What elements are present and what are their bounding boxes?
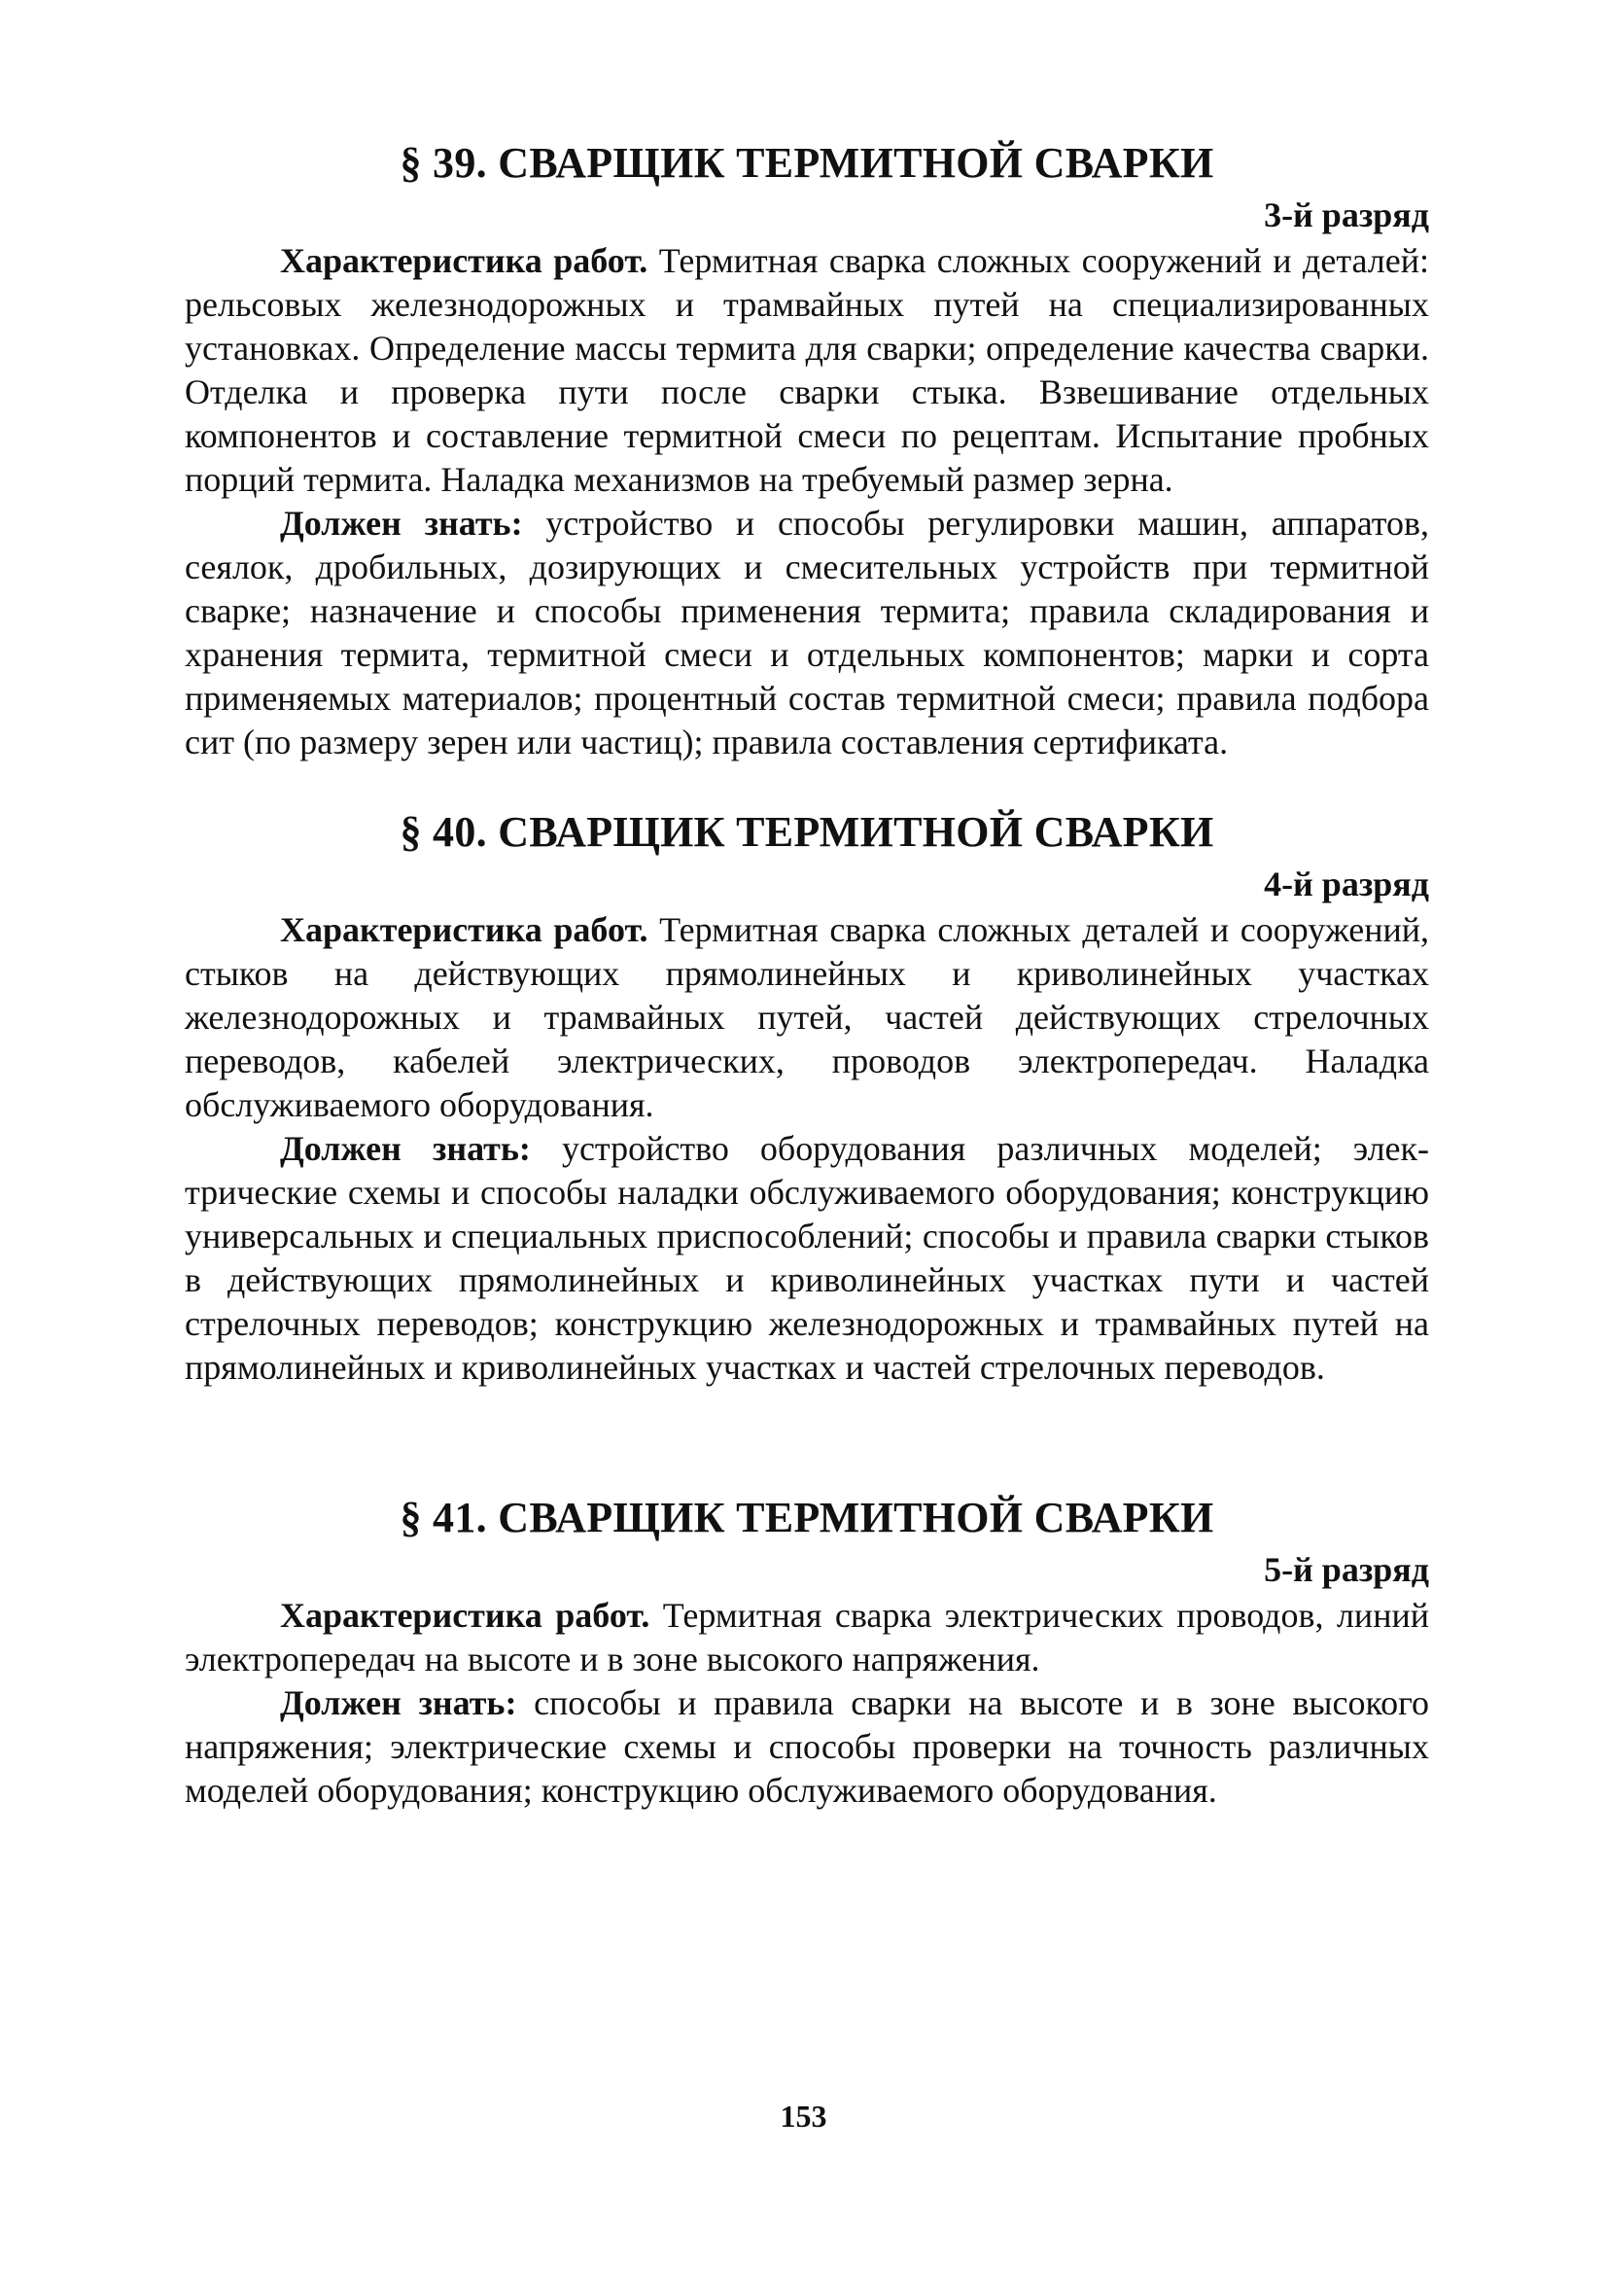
section-title: § 40. СВАРЩИК ТЕРМИТНОЙ СВАРКИ	[400, 808, 1214, 856]
required-knowledge-text: устройство и способы регулировки машин, аппаратов, сеялок, дробильных, дозирующих и смесительных устройств при термитной сварке; назначение и способы применения термита; правила складирования и хранения термита, термитной смеси и отдельных компонентов; марки и сорта применяемых материалов; процентный состав термитной смеси; правила подбора сит (по размеру зерен или частиц); правила составления сертификата.	[185, 504, 1430, 761]
page-number: 153	[780, 2099, 827, 2134]
grade-label: 5-й разряд	[1264, 1550, 1429, 1589]
work-characteristics-text: Термитная сварка сложных деталей и сооружений, стыков на действующих прямолинейных и криволинейных участках железнодорожных и трамвайных путей, частей действующих стрелочных переводов, кабелей электрических, проводов электропередач. Наладка обслуживаемого оборудования.	[185, 910, 1429, 1124]
required-knowledge-lead: Должен знать:	[280, 1683, 517, 1722]
work-characteristics-paragraph	[185, 1594, 1429, 1681]
section-41	[185, 1491, 1429, 1813]
required-knowledge-paragraph	[185, 1127, 1429, 1390]
grade-label: 4-й разряд	[1264, 865, 1429, 903]
work-characteristics-paragraph	[185, 239, 1429, 502]
work-characteristics-lead: Характеристика работ.	[280, 1596, 650, 1635]
required-knowledge-lead: Должен знать:	[280, 1129, 531, 1168]
section-title: § 39. СВАРЩИК ТЕРМИТНОЙ СВАРКИ	[400, 139, 1214, 187]
required-knowledge-paragraph	[185, 1681, 1429, 1813]
section-39	[185, 136, 1429, 764]
required-knowledge-paragraph	[185, 502, 1429, 764]
grade-label: 3-й разряд	[1264, 195, 1429, 234]
work-characteristics-paragraph	[185, 908, 1429, 1127]
required-knowledge-text: способы и правила сварки на высоте и в зоне высокого напряжения; электрические схемы и способы проверки на точность различных моделей оборудования; конструкцию обслуживаемого оборудования.	[185, 1683, 1430, 1810]
required-knowledge-lead: Должен знать:	[280, 504, 523, 543]
document-page	[185, 136, 1429, 1813]
work-characteristics-lead: Характеристика работ.	[280, 910, 648, 949]
work-characteristics-text: Термитная сварка электрических проводов, линий электропередач на высоте и в зоне высокого напряжения.	[185, 1596, 1429, 1678]
section-title: § 41. СВАРЩИК ТЕРМИТНОЙ СВАРКИ	[400, 1494, 1214, 1541]
work-characteristics-lead: Характеристика работ.	[280, 241, 648, 280]
required-knowledge-text: устройство оборудования различных моделей; электрические схемы и способы наладки обслуживаемого оборудования; конструкцию универсальных и специальных приспособлений; способы и правила сварки стыков в действующих прямолинейных и криволинейных участках пути и частей стрелочных переводов; конструкцию железнодорожных и трамвайных путей на прямолинейных и криволинейных участках и частей стрелочных переводов.	[185, 1129, 1429, 1387]
work-characteristics-text: Термитная сварка сложных сооружений и деталей: рельсовых железнодорожных и трамвайных путей на специализированных установках. Определение массы термита для сварки; определение качества сварки. Отделка и проверка пути после сварки стыка. Взвешивание отдельных компонентов и составление термитной смеси по рецептам. Испытание пробных порций термита. Наладка механизмов на требуемый размер зерна.	[185, 241, 1429, 499]
section-40	[185, 805, 1429, 1390]
